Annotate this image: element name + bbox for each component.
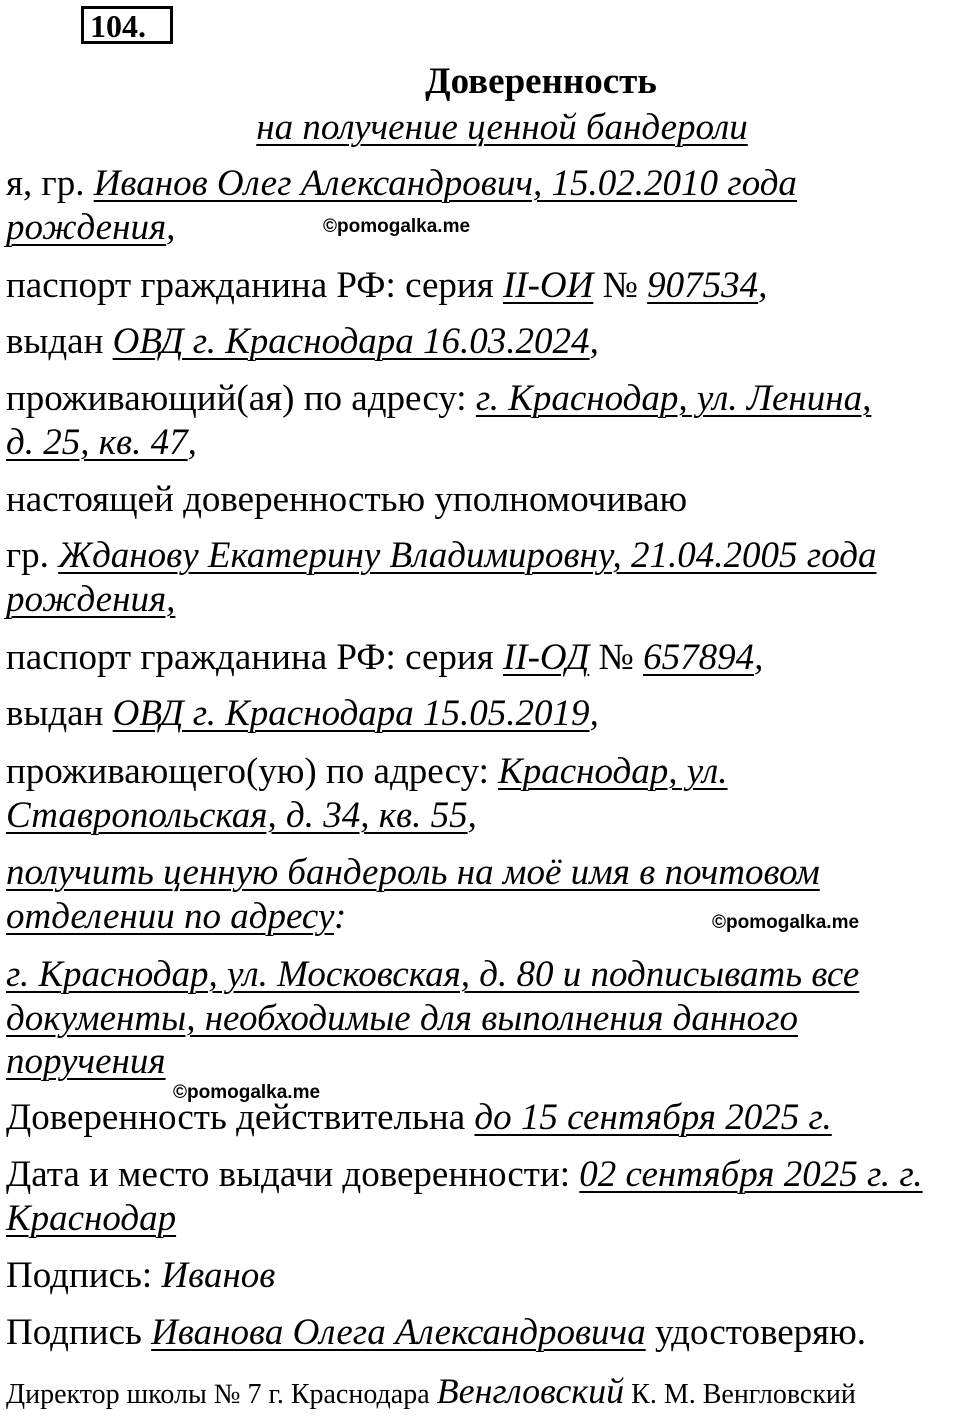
comma: ,: [589, 693, 599, 734]
fill-series-1: II-ОИ: [502, 265, 594, 306]
line-post-address: [6, 953, 859, 997]
line-valid: [6, 1096, 832, 1140]
fill-issue-place: Краснодар: [6, 1198, 177, 1239]
fill-purpose-b: отделении по адресу: [6, 896, 334, 937]
number-label: №: [593, 265, 648, 306]
document-title: Доверенность: [425, 61, 657, 102]
line-suffix: удостоверяю.: [645, 1312, 867, 1353]
line-label: паспорт гражданина РФ: серия: [6, 265, 503, 306]
line-purpose: [6, 851, 820, 895]
line-purpose-b: [6, 895, 346, 939]
task-number: 104.: [81, 6, 173, 44]
line-agent: [6, 534, 876, 578]
fill-address-2b: Ставропольская, д. 34, кв. 55: [6, 795, 468, 836]
line-certify: [6, 1311, 866, 1355]
fill-issued-1: ОВД г. Краснодара 16.03.2024: [112, 321, 590, 362]
line-post-address-c: [6, 1040, 166, 1084]
fill-post-address: г. Краснодар, ул. Московская, д. 80 и подписывать все: [6, 954, 860, 995]
fill-series-2: II-ОД: [502, 637, 590, 678]
line-label: проживающего(ую) по адресу:: [6, 751, 499, 792]
fill-address-1b: д. 25, кв. 47: [6, 422, 188, 463]
line-label: выдан: [6, 693, 113, 734]
fill-agent-birth: рождения,: [6, 579, 176, 620]
fill-post-address-c: поручения: [6, 1041, 166, 1082]
fill-address-1: г. Краснодар, ул. Ленина,: [475, 378, 872, 419]
line-label: Подпись: [6, 1312, 152, 1353]
line-post-address-b: [6, 997, 798, 1041]
comma: ,: [758, 265, 768, 306]
comma: ,: [589, 321, 599, 362]
fill-birth: рождения: [6, 207, 167, 248]
line-issued-1: [6, 320, 599, 364]
comma: ,: [467, 795, 477, 836]
fill-purpose: получить ценную бандероль на моё имя в почтовом: [6, 852, 820, 893]
line-birth: [6, 206, 175, 250]
line-label: паспорт гражданина РФ: серия: [6, 637, 503, 678]
director-name: К. М. Венгловский: [624, 1379, 856, 1410]
line-citizen: [6, 162, 797, 206]
fill-post-address-b: документы, необходимые для выполнения данного: [6, 998, 799, 1039]
line-address-1b: [6, 421, 197, 465]
signature-principal: Иванов: [161, 1255, 276, 1296]
comma: ,: [166, 207, 176, 248]
line-label: Дата и место выдачи доверенности:: [6, 1154, 580, 1195]
fill-address-2: Краснодар, ул.: [498, 751, 728, 792]
comma: ,: [754, 637, 764, 678]
line-label: проживающий(ая) по адресу:: [6, 378, 476, 419]
colon: :: [333, 896, 347, 937]
line-agent-birth: [6, 578, 175, 622]
fill-valid-until: до 15 сентября 2025 г.: [474, 1097, 832, 1138]
line-issue-place: [6, 1197, 176, 1241]
document-subtitle: [0, 106, 960, 150]
fill-agent-name: Жданову Екатерину Владимировну, 21.04.2005 года: [58, 535, 877, 576]
line-address-2b: [6, 794, 477, 838]
fill-issue-date: 02 сентября 2025 г. г.: [579, 1154, 923, 1195]
signature-director: Венгловский: [436, 1371, 625, 1411]
fill-certified-name: Иванова Олега Александровича: [151, 1312, 646, 1353]
line-authorize: настоящей доверенностью уполномочиваю: [6, 479, 688, 520]
line-address-2: [6, 750, 728, 794]
line-passport-1: [6, 264, 767, 308]
line-label: Доверенность действительна: [6, 1097, 475, 1138]
line-issue-date: [6, 1153, 923, 1197]
subtitle-text: на получение ценной бандероли: [256, 107, 748, 148]
watermark: ©pomogalka.me: [173, 1082, 321, 1103]
watermark: ©pomogalka.me: [712, 912, 860, 933]
comma: ,: [187, 422, 197, 463]
fill-number-2: 657894: [643, 637, 755, 678]
line-address-1: [6, 377, 871, 421]
fill-issued-2: ОВД г. Краснодара 15.05.2019: [112, 693, 590, 734]
line-director: [6, 1369, 856, 1417]
watermark: ©pomogalka.me: [323, 216, 471, 237]
line-label: гр.: [6, 535, 59, 576]
number-label: №: [589, 637, 644, 678]
fill-principal-name: Иванов Олег Александрович, 15.02.2010 года: [93, 163, 797, 204]
line-passport-2: [6, 636, 763, 680]
line-label: выдан: [6, 321, 113, 362]
fill-number-1: 907534: [647, 265, 759, 306]
line-label: Директор школы № 7 г. Краснодара: [6, 1379, 437, 1410]
line-issued-2: [6, 692, 599, 736]
line-label: Подпись:: [6, 1255, 162, 1296]
line-label: я, гр.: [6, 163, 94, 204]
line-signature: [6, 1254, 275, 1298]
